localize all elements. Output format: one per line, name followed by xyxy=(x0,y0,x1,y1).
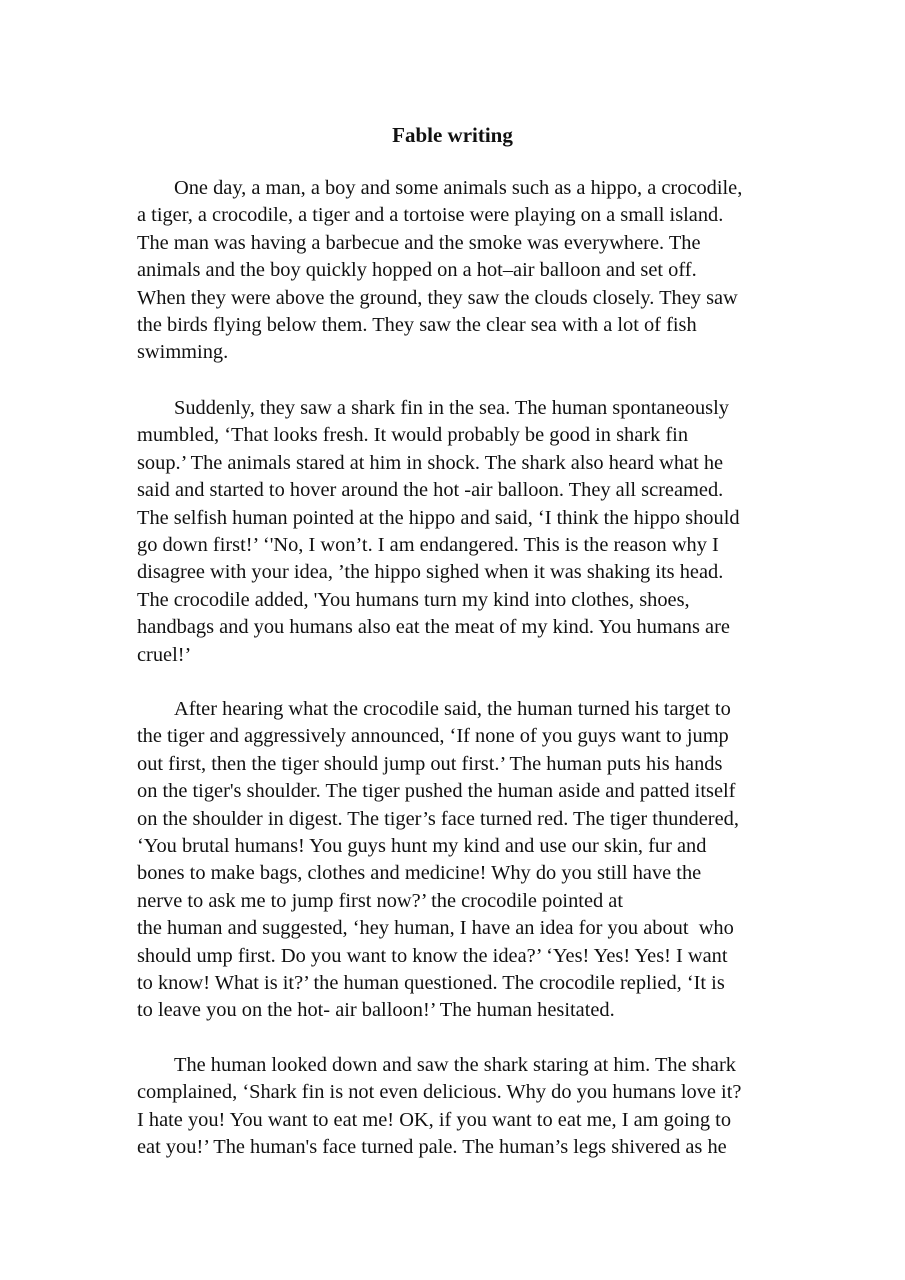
text-line: eat you!’ The human's face turned pale. The human’s legs shivered as he xyxy=(137,1136,727,1159)
text-line: disagree with your idea, ’the hippo sighed when it was shaking its head. xyxy=(137,561,724,584)
text-line: One day, a man, a boy and some animals such as a hippo, a crocodile, xyxy=(174,177,743,199)
text-line: to leave you on the hot- air balloon!’ The human hesitated. xyxy=(137,999,615,1022)
text-line: The crocodile added, 'You humans turn my kind into clothes, shoes, xyxy=(137,588,690,611)
paragraph-2 xyxy=(137,395,777,669)
text-line: ‘You brutal humans! You guys hunt my kind and use our skin, fur and xyxy=(137,835,707,858)
text-line: When they were above the ground, they saw the clouds closely. They saw xyxy=(137,286,738,309)
text-line: complained, ‘Shark fin is not even delicious. Why do you humans love it? xyxy=(137,1081,742,1104)
text-line: on the shoulder in digest. The tiger’s face turned red. The tiger thundered, xyxy=(137,807,739,830)
text-line: cruel!’ xyxy=(137,643,192,666)
document-title: Fable writing xyxy=(392,123,513,147)
text-line: Suddenly, they saw a shark fin in the sea. The human spontaneously xyxy=(174,397,729,419)
text-line: After hearing what the crocodile said, the human turned his target to xyxy=(174,698,731,720)
paragraph-1 xyxy=(137,175,777,367)
text-line: The man was having a barbecue and the smoke was everywhere. The xyxy=(137,231,701,254)
text-line: should ump first. Do you want to know the idea?’ ‘Yes! Yes! Yes! I want xyxy=(137,944,728,967)
paragraph-3 xyxy=(137,696,777,1025)
text-line: The human looked down and saw the shark staring at him. The shark xyxy=(174,1054,736,1076)
text-line: a tiger, a crocodile, a tiger and a tortoise were playing on a small island. xyxy=(137,204,724,227)
text-line: on the tiger's shoulder. The tiger pushed the human aside and patted itself xyxy=(137,780,736,803)
text-line: the birds flying below them. They saw the clear sea with a lot of fish xyxy=(137,314,697,337)
text-line: I hate you! You want to eat me! OK, if you want to eat me, I am going to xyxy=(137,1108,732,1131)
text-line: nerve to ask me to jump first now?’ the crocodile pointed at xyxy=(137,889,624,912)
text-line: handbags and you humans also eat the meat of my kind. You humans are xyxy=(137,616,730,639)
text-line: mumbled, ‘That looks fresh. It would probably be good in shark fin xyxy=(137,424,689,447)
text-line: The selfish human pointed at the hippo and said, ‘I think the hippo should xyxy=(137,506,740,529)
text-line: go down first!’ ‘'No, I won’t. I am endangered. This is the reason why I xyxy=(137,534,719,557)
paragraph-4 xyxy=(137,1052,777,1162)
text-line: out first, then the tiger should jump out first.’ The human puts his hands xyxy=(137,752,723,775)
text-line: swimming. xyxy=(137,341,229,364)
text-line: bones to make bags, clothes and medicine! Why do you still have the xyxy=(137,862,702,885)
text-line: to know! What is it?’ the human questioned. The crocodile replied, ‘It is xyxy=(137,972,725,995)
text-line: animals and the boy quickly hopped on a hot–air balloon and set off. xyxy=(137,259,697,282)
text-line: soup.’ The animals stared at him in shock. The shark also heard what he xyxy=(137,451,724,474)
text-line: the tiger and aggressively announced, ‘If none of you guys want to jump xyxy=(137,725,729,748)
text-line: the human and suggested, ‘hey human, I have an idea for you about who xyxy=(137,917,734,940)
text-line: said and started to hover around the hot -air balloon. They all screamed. xyxy=(137,479,724,502)
